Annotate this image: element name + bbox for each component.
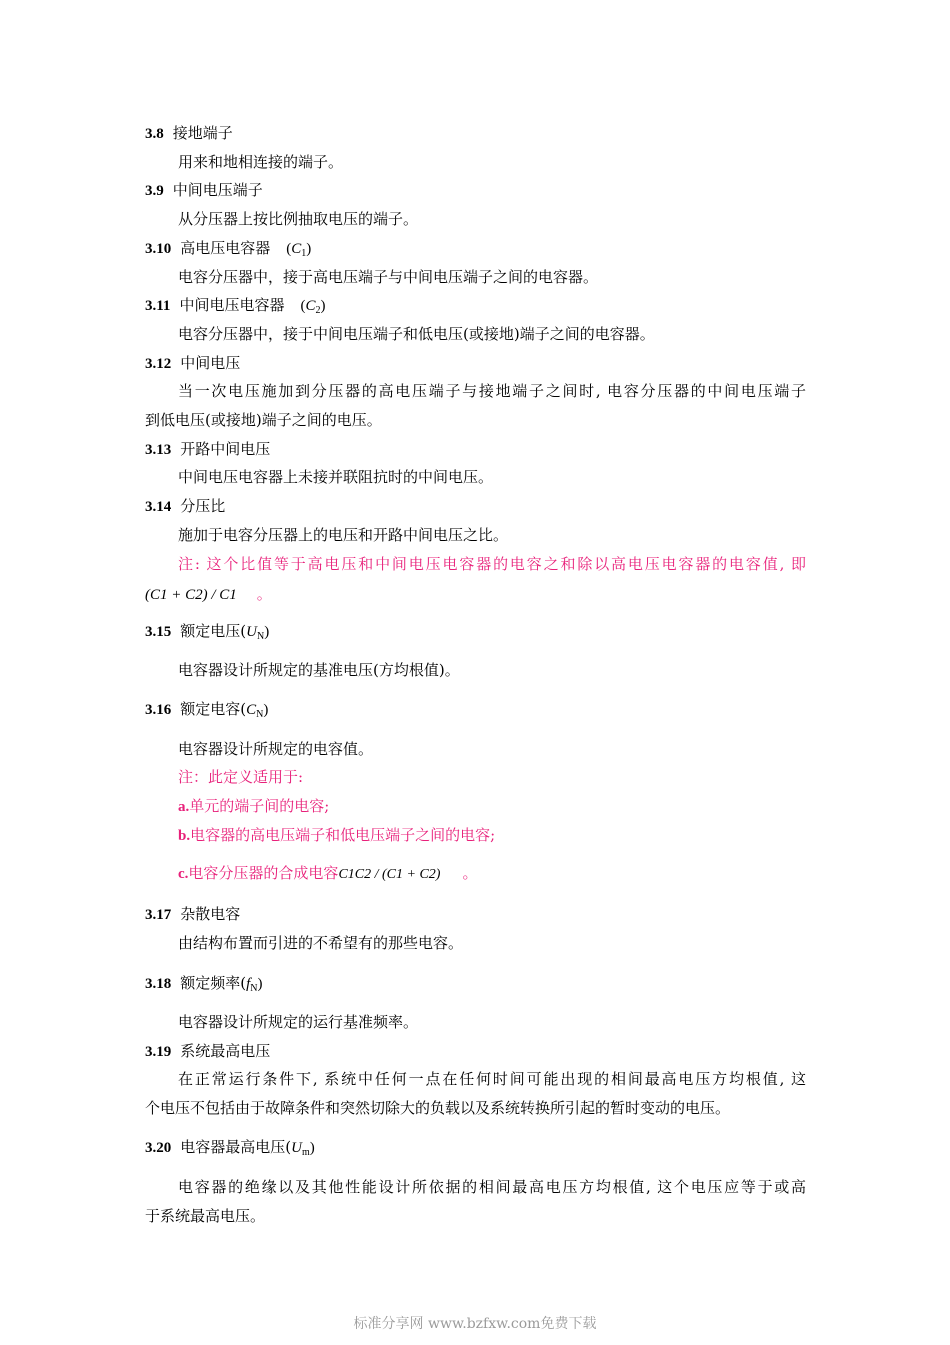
- section-heading-3-18: [145, 973, 263, 999]
- section-number: 3.17: [145, 907, 172, 923]
- symbol-un: $U_N$: [246, 624, 265, 642]
- note-3-14-formula-line: [145, 584, 272, 605]
- symbol-c2: $C_2$: [305, 298, 321, 316]
- section-title: 额定频率(: [180, 974, 247, 992]
- formula-series-capacitance: C1C2 / (C1 + C2): [338, 867, 441, 882]
- symbol-open-paren: (: [300, 298, 306, 314]
- section-heading-3-8: [145, 123, 233, 144]
- section-heading-3-20: [145, 1137, 315, 1163]
- section-body-3-16: 电容器设计所规定的电容值。: [178, 740, 374, 758]
- section-heading-3-17: [145, 904, 240, 925]
- section-heading-3-12: [145, 353, 240, 374]
- section-title: 杂散电容: [180, 905, 241, 923]
- section-body-3-12-line-1: 当一次电压施加到分压器的高电压端子与接地端子之间时, 电容分压器的中间电压端子: [178, 382, 806, 400]
- section-title: 接地端子: [172, 124, 233, 142]
- section-heading-3-19: [145, 1041, 270, 1062]
- section-body-3-8: 用来和地相连接的端子。: [178, 153, 344, 171]
- symbol-close-paren: ): [320, 298, 326, 314]
- section-body-3-11: 电容分压器中，接于中间电压端子和低电压(或接地)端子之间的电容器。: [178, 325, 655, 343]
- list-item-text: 电容器的高电压端子和低电压端子之间的电容;: [190, 826, 496, 844]
- symbol-c1: $C_1$: [291, 241, 307, 259]
- note-3-16-item-b: [178, 825, 495, 846]
- section-number: 3.16: [145, 702, 172, 718]
- heading-close-paren: ): [257, 976, 263, 992]
- heading-close-paren: ): [263, 702, 269, 718]
- section-heading-3-10: [145, 238, 311, 264]
- symbol-fn: $f_N$: [246, 976, 258, 994]
- heading-close-paren: ): [309, 1140, 315, 1156]
- list-item-c: [178, 864, 338, 882]
- section-number: 3.18: [145, 976, 172, 992]
- section-body-3-19-line-2: 个电压不包括由于故障条件和突然切除大的负载以及系统转换所引起的暂时变动的电压。: [145, 1099, 731, 1117]
- symbol-close-paren: ): [306, 241, 312, 257]
- section-title: 中间电压端子: [172, 181, 263, 199]
- section-number: 3.19: [145, 1044, 172, 1060]
- section-heading-3-15: [145, 621, 269, 647]
- section-number: 3.11: [145, 298, 171, 314]
- section-title: 中间电压: [180, 354, 241, 372]
- note-period: 。: [256, 585, 272, 603]
- section-title: 电容器最高电压(: [180, 1138, 292, 1156]
- section-body-3-20-line-2: 于系统最高电压。: [145, 1207, 266, 1225]
- section-number: 3.20: [145, 1140, 172, 1156]
- list-marker: b.: [178, 828, 191, 844]
- formula-division-ratio: (C1 + C2) / C1: [145, 587, 237, 603]
- heading-close-paren: ): [264, 624, 270, 640]
- symbol-open-paren: (: [286, 241, 292, 257]
- note-3-16-item-c: [178, 863, 477, 885]
- page-footer-watermark: 标准分享网 www.bzfxw.com免费下载: [353, 1316, 597, 1332]
- note-3-16-intro: 注：此定义适用于:: [178, 768, 304, 786]
- section-title: 中间电压电容器: [179, 296, 285, 314]
- section-body-3-17: 由结构布置而引进的不希望有的那些电容。: [178, 934, 464, 952]
- symbol-cn: $C_N$: [246, 702, 264, 720]
- section-body-3-12-line-2: 到低电压(或接地)端子之间的电压。: [145, 411, 382, 429]
- section-heading-3-11: [145, 295, 325, 321]
- section-body-3-15: 电容器设计所规定的基准电压(方均根值)。: [178, 661, 460, 679]
- section-body-3-13: 中间电压电容器上未接并联阻抗时的中间电压。: [178, 468, 494, 486]
- symbol-um: $U_m$: [291, 1140, 310, 1158]
- section-number: 3.14: [145, 499, 172, 515]
- section-heading-3-14: [145, 496, 225, 517]
- section-body-3-19-line-1: 在正常运行条件下, 系统中任何一点在任何时间可能出现的相间最高电压方均根值, 这: [178, 1070, 806, 1088]
- section-title: 额定电压(: [180, 622, 247, 640]
- section-number: 3.15: [145, 624, 172, 640]
- section-number: 3.13: [145, 442, 172, 458]
- section-body-3-9: 从分压器上按比例抽取电压的端子。: [178, 210, 419, 228]
- section-body-3-10: 电容分压器中，接于高电压端子与中间电压端子之间的电容器。: [178, 268, 599, 286]
- section-body-3-20-line-1: 电容器的绝缘以及其他性能设计所依据的相间最高电压方均根值, 这个电压应等于或高: [178, 1178, 806, 1196]
- section-heading-3-13: [145, 439, 270, 460]
- note-period: 。: [462, 864, 478, 882]
- section-number: 3.8: [145, 126, 164, 142]
- section-title: 分压比: [180, 497, 226, 515]
- section-title: 高电压电容器: [180, 239, 271, 257]
- note-3-16-item-a: [178, 796, 329, 817]
- section-number: 3.10: [145, 241, 172, 257]
- list-marker: a.: [178, 799, 190, 815]
- section-title: 开路中间电压: [180, 440, 271, 458]
- section-number: 3.9: [145, 183, 164, 199]
- list-marker: c.: [178, 866, 189, 882]
- section-title: 额定电容(: [180, 700, 247, 718]
- list-item-text: 电容分压器的合成电容: [188, 864, 339, 882]
- section-number: 3.12: [145, 356, 172, 372]
- section-body-3-18: 电容器设计所规定的运行基准频率。: [178, 1013, 419, 1031]
- list-item-text: 单元的端子间的电容;: [189, 797, 330, 815]
- section-heading-3-16: [145, 699, 268, 725]
- section-body-3-14: 施加于电容分压器上的电压和开路中间电压之比。: [178, 526, 509, 544]
- note-3-14-line-1: 注: 这个比值等于高电压和中间电压电容器的电容之和除以高电压电容器的电容值, 即: [178, 555, 806, 573]
- section-title: 系统最高电压: [180, 1042, 271, 1060]
- section-heading-3-9: [145, 180, 263, 201]
